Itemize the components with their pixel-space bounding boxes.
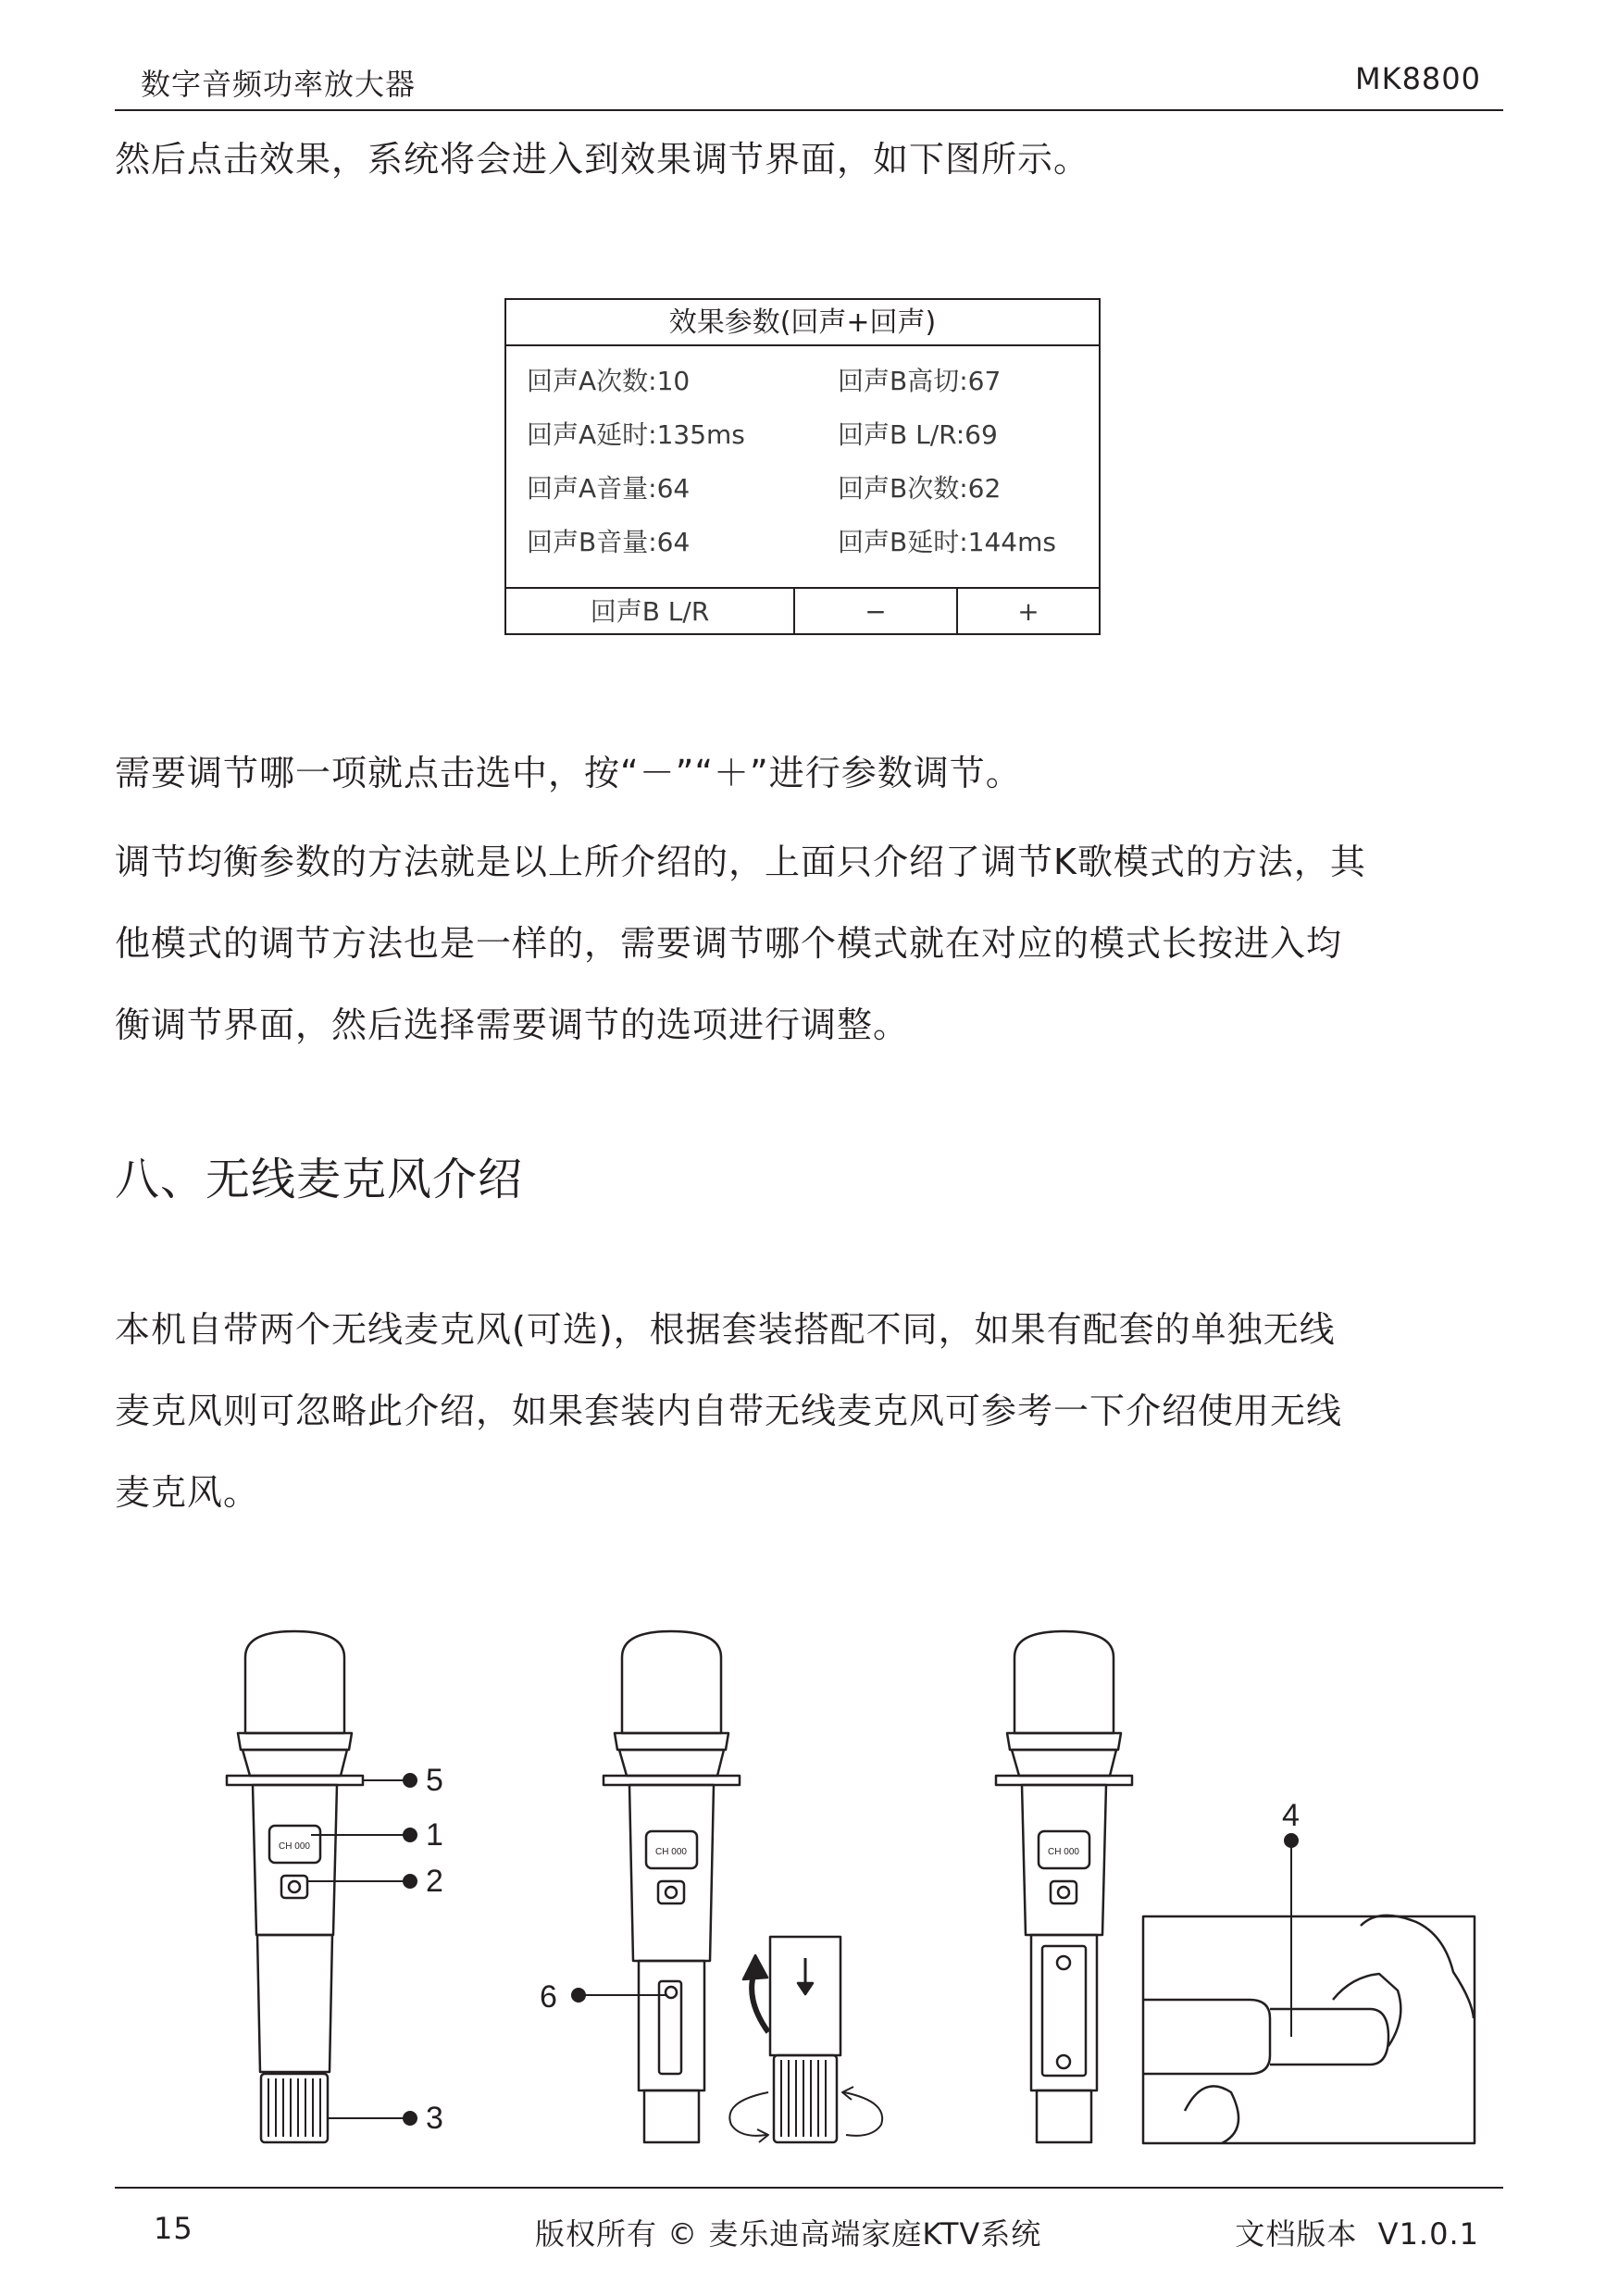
mic2-grille-ring [615,1733,728,1750]
inset-battery [1270,2009,1388,2065]
panel-title: 效果参数(回声+回声) [506,300,1099,346]
mic3-battery-negative [1057,1956,1070,1969]
callout-1: 1 [426,1817,443,1853]
header-model: MK8800 [1354,61,1481,96]
mic3-battery-positive [1057,2055,1070,2068]
mic2-power-icon [666,1887,677,1898]
cap-sleeve [770,1937,840,2055]
mic-line-2: 麦克风则可忽略此介绍，如果套装内自带无线麦克风可参考一下介绍使用无线 [115,1391,1343,1431]
mic-paragraph [115,1289,1342,1533]
mic3-power-icon [1058,1887,1069,1898]
mic3-bottom-stub [1037,2090,1091,2142]
battery-detail-inset [1143,1915,1475,2143]
footer-copyright: 版权所有 © 麦乐迪高端家庭KTV系统 [535,2216,1042,2252]
mic2-upper-body [629,1785,714,1961]
param-echo-b-count[interactable]: 回声B次数:62 [838,473,1002,504]
curved-arrow-head-icon [743,1955,767,1979]
inset-hand [1361,1915,1474,2018]
mic3-antenna-ring [996,1776,1132,1785]
mic1-power-button [281,1876,307,1898]
microphone-1 [227,1631,363,2142]
mic3-upper-body [1022,1785,1106,1935]
param-echo-b-volume[interactable]: 回声B音量:64 [527,527,691,557]
cap-ridges [781,2060,826,2137]
cap-body [774,2055,837,2142]
footer-version: 文档版本 V1.0.1 [1235,2216,1479,2252]
footer-rule [115,2187,1503,2189]
minus-button[interactable]: − [793,589,956,635]
mic2-power-button [658,1881,684,1903]
mic2-antenna-ring [604,1776,740,1785]
mic2-grille [622,1631,721,1733]
callout-3: 3 [426,2101,443,2136]
mic2-head-collar [619,1750,724,1776]
mic1-lcd-text: CH 000 [279,1841,310,1852]
plus-button[interactable]: + [956,589,1099,635]
mic3-grille [1014,1631,1114,1733]
param-echo-b-lr[interactable]: 回声B L/R:69 [838,419,998,450]
eq-line-1: 调节均衡参数的方法就是以上所介绍的，上面只介绍了调节K歌模式的方法，其 [115,842,1366,882]
microphone-2 [604,1631,740,2142]
mic3-lcd-text: CH 000 [1048,1847,1079,1857]
mic3-grille-ring [1007,1733,1121,1750]
section-heading: 八、无线麦克风介绍 [115,1154,524,1205]
mic2-lcd-text: CH 000 [655,1847,687,1857]
callout-4: 4 [1282,1798,1300,1833]
mic1-grille-ring [238,1733,352,1750]
eq-line-3: 衡调节界面，然后选择需要调节的选项进行调整。 [115,1004,910,1045]
mic1-power-icon [289,1881,300,1892]
param-echo-a-volume[interactable]: 回声A音量:64 [527,473,691,504]
mic1-cap-ridges [268,2078,320,2137]
header-title: 数字音频功率放大器 [141,67,417,102]
intro-line: 然后点击效果，系统将会进入到效果调节界面，如下图所示。 [115,139,1090,180]
inset-frame [1143,1916,1475,2143]
param-echo-b-highcut[interactable]: 回声B高切:67 [838,366,1002,396]
down-arrow-head-icon [798,1983,813,1994]
header-rule [115,109,1503,111]
mic1-grille [245,1631,344,1733]
eq-line-2: 他模式的调节方法也是一样的，需要调节哪个模式就在对应的模式长按进入均 [115,923,1343,964]
mic-line-1: 本机自带两个无线麦克风(可选)，根据套装搭配不同，如果有配套的单独无线 [115,1309,1336,1350]
mic3-head-collar [1012,1750,1116,1776]
mic1-upper-body [253,1785,337,1935]
eq-paragraph [115,821,1366,1066]
callout-6: 6 [540,1979,557,2015]
mic1-battery-cap [261,2074,328,2142]
mic2-callouts [572,1989,666,2002]
mic3-power-button [1051,1881,1077,1903]
effect-panel [504,298,1101,635]
param-echo-b-delay[interactable]: 回声B延时:144ms [838,527,1056,557]
param-echo-a-delay[interactable]: 回声A延时:135ms [527,419,745,450]
mic1-handle [257,1935,332,2072]
inset-thumb [1185,2086,1238,2143]
adjust-paragraph [115,732,1022,814]
microphone-illustration [0,1611,1618,2166]
callout-5: 5 [426,1763,443,1798]
mic1-head-collar [243,1750,347,1776]
param-echo-a-count[interactable]: 回声A次数:10 [527,366,691,396]
mic-line-3: 麦克风。 [115,1472,260,1513]
footer-page-number: 15 [154,2211,193,2246]
intro-paragraph [115,119,1089,200]
mic1-antenna-ring [227,1776,363,1785]
callout-2: 2 [426,1864,443,1899]
mic2-bottom-stub [644,2090,699,2142]
curved-arrow-icon [752,1972,768,2032]
rotate-left-arrow-icon [729,2092,768,2136]
inset-callouts [1285,1834,1298,2037]
adjust-line: 需要调节哪一项就点击选中，按“－”“＋”进行参数调节。 [115,753,1022,793]
panel-control-bar [506,587,1099,635]
removed-battery-cap [729,1937,882,2142]
mic2-slot-screw [666,1987,677,1998]
microphone-3 [996,1631,1132,2142]
selected-param-button[interactable]: 回声B L/R [590,596,710,627]
inset-mic-body [1144,2000,1270,2074]
